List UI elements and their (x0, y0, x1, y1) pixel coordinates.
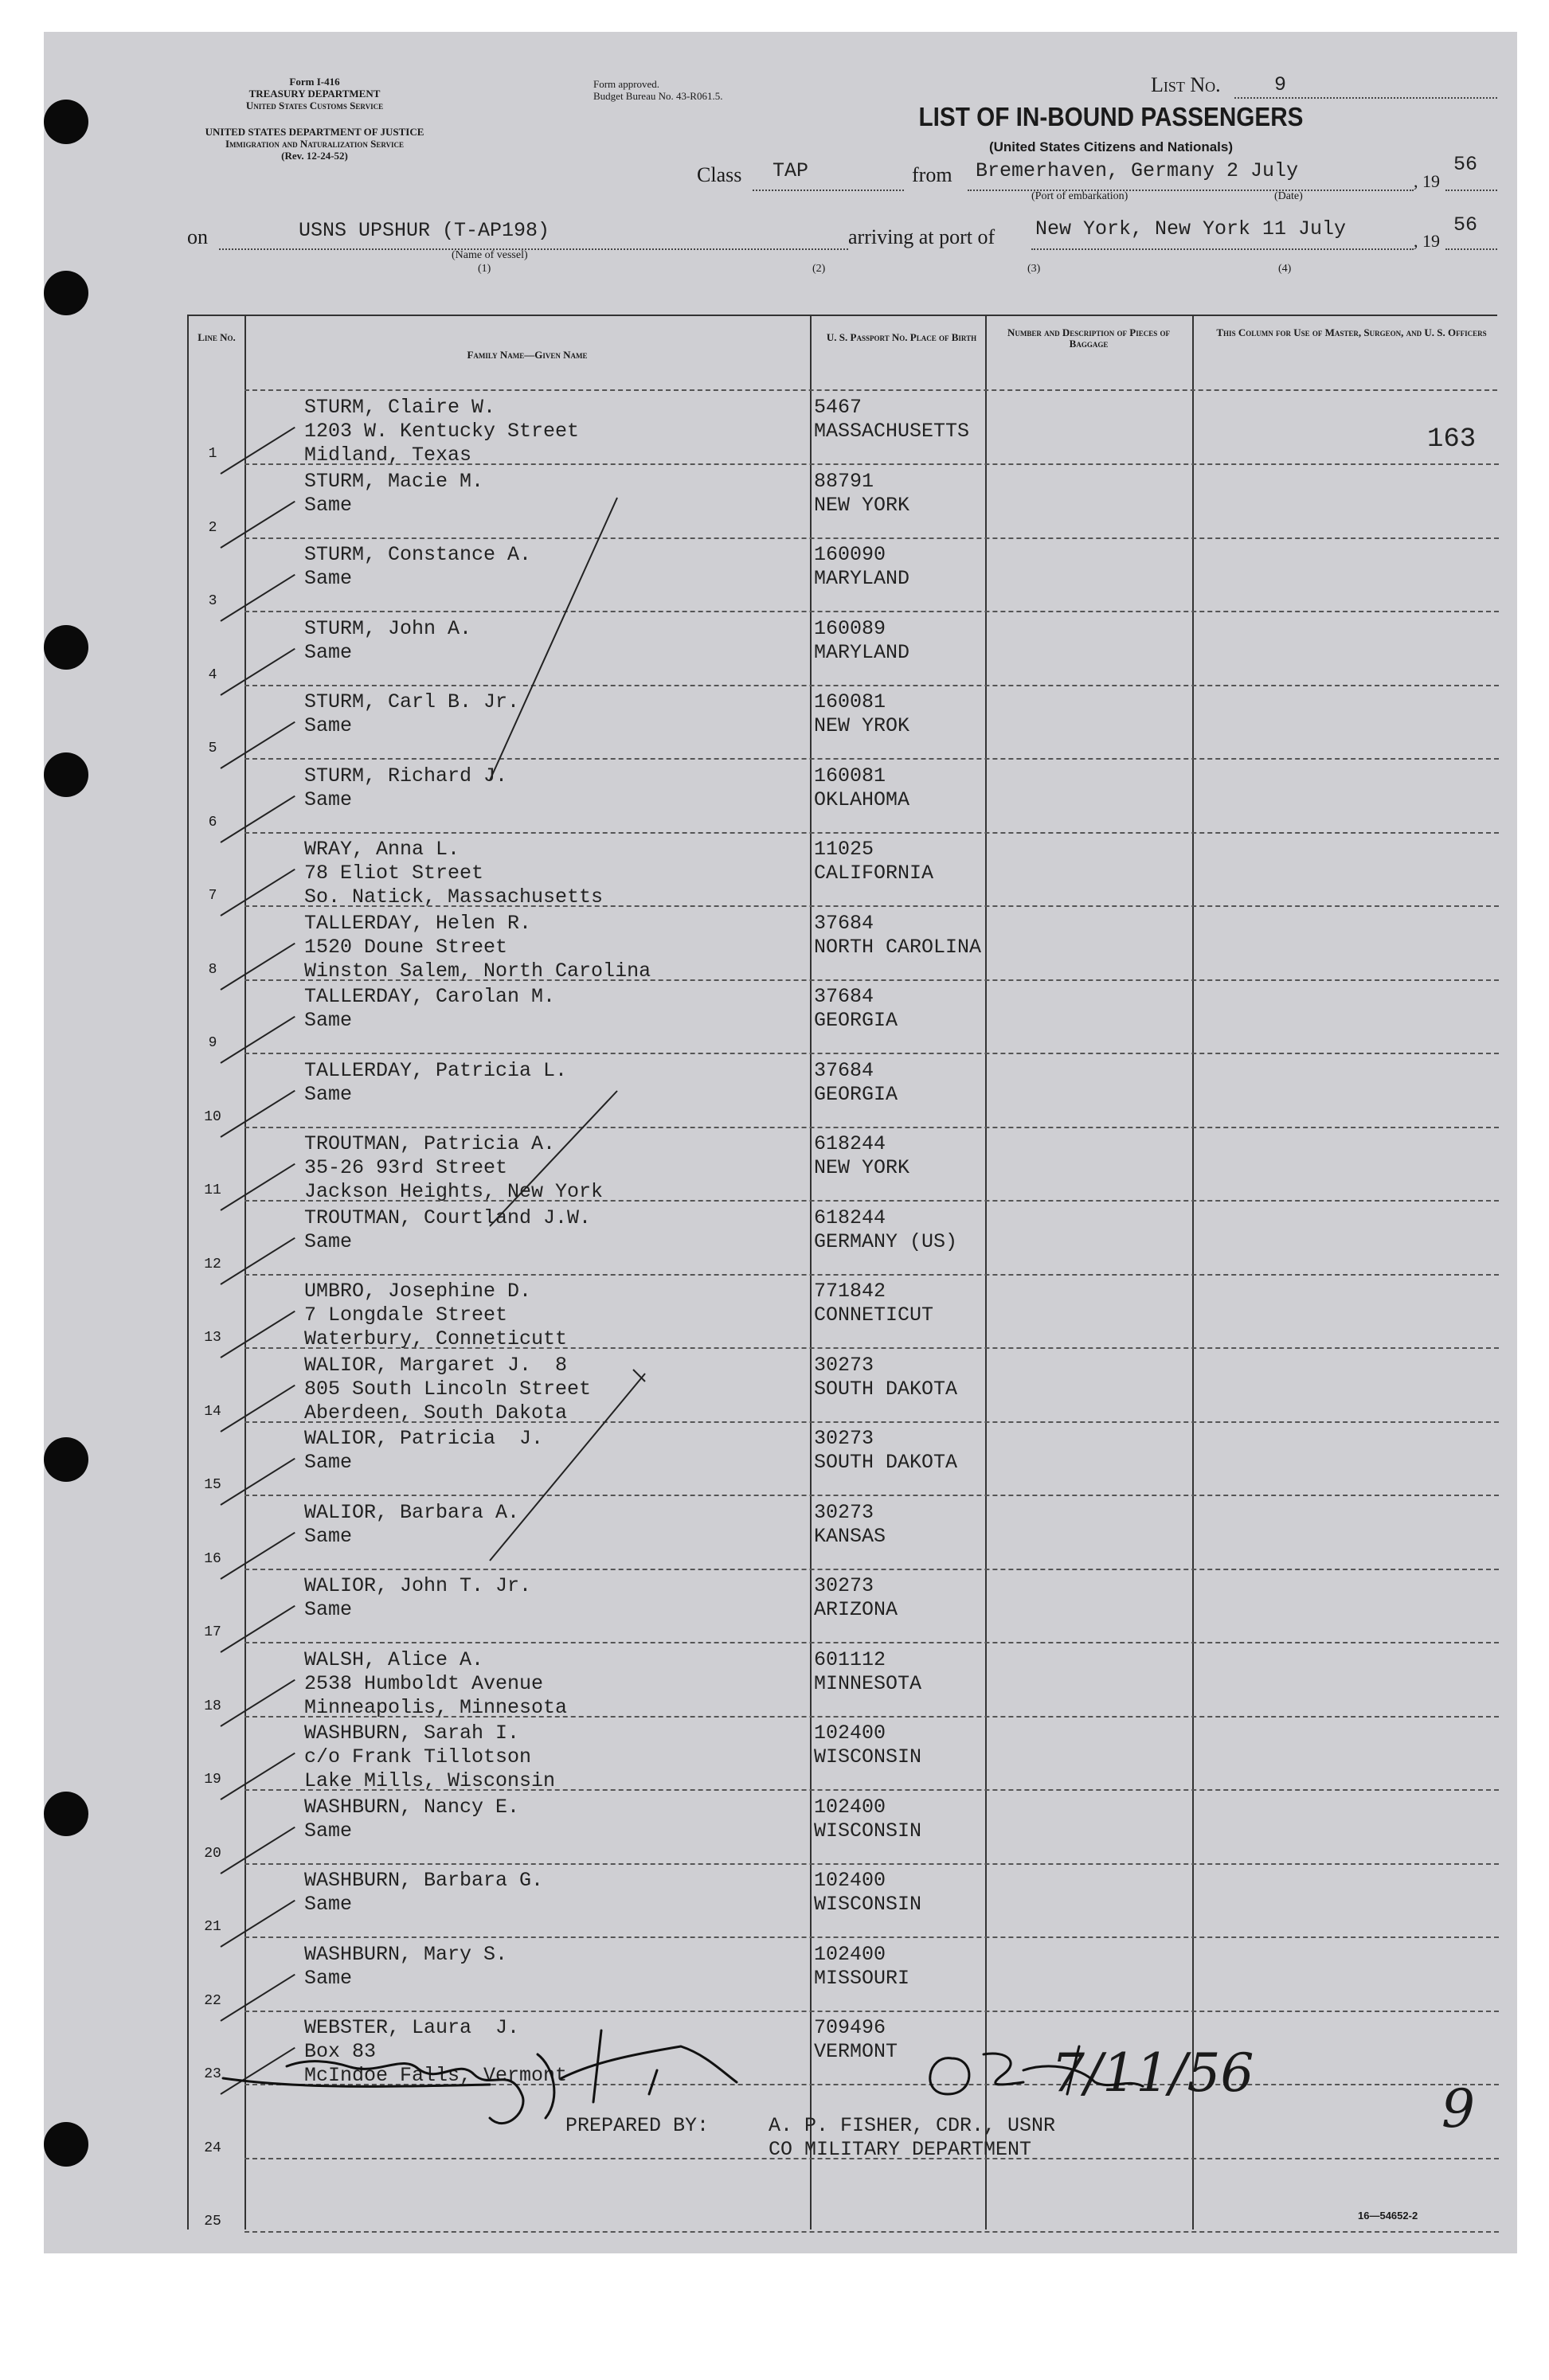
line-number: 2 (208, 519, 217, 536)
line-number: 6 (208, 814, 217, 830)
passport-birthplace: 160081 OKLAHOMA (814, 764, 910, 811)
col-header-line: Line No. (198, 331, 236, 343)
binder-hole (44, 2122, 88, 2167)
passenger-name-address: WASHBURN, Sarah I. c/o Frank Tillotson Lake Mills, Wisconsin (304, 1721, 556, 1792)
list-no-value: 9 (1274, 73, 1287, 96)
table-row (189, 465, 1499, 539)
form-subtitle: (United States Citizens and Nationals) (988, 139, 1234, 154)
line-number: 17 (204, 1624, 221, 1640)
approval-block (593, 78, 792, 102)
table-row (189, 980, 1499, 1054)
line-number: 14 (204, 1403, 221, 1420)
line-number: 15 (204, 1477, 221, 1493)
justice-department: UNITED STATES DEPARTMENT OF JUSTICE (205, 126, 424, 138)
year-line-1 (1445, 190, 1497, 191)
passport-birthplace: 88791 NEW YORK (814, 469, 910, 517)
table-row (189, 686, 1499, 760)
handwritten-date: 7/11/56 (1051, 2042, 1254, 2104)
passenger-name-address: STURM, Constance A. Same (304, 543, 532, 590)
passport-birthplace: 618244 NEW YORK (814, 1132, 910, 1179)
binder-hole (44, 1437, 88, 1482)
column-num-2: (2) (812, 263, 826, 275)
justice-block (155, 126, 474, 162)
arrival-line (1031, 248, 1414, 250)
from-label: from (912, 163, 952, 186)
line-number: 4 (208, 666, 217, 683)
binder-hole (44, 625, 88, 670)
passport-birthplace: 37684 NORTH CAROLINA (814, 911, 982, 959)
customs-service: United States Customs Service (245, 100, 384, 111)
passenger-name-address: STURM, Richard J. Same (304, 764, 508, 811)
passenger-name-address: TROUTMAN, Patricia A. 35-26 93rd Street Jackson Heights, New York (304, 1132, 604, 1203)
table-row (189, 907, 1499, 981)
passport-birthplace: 37684 GEORGIA (814, 985, 898, 1032)
passport-birthplace: 30273 ARIZONA (814, 1574, 898, 1621)
class-label: Class (697, 163, 742, 186)
table-row (189, 1127, 1499, 1202)
form-agency-block (155, 76, 474, 111)
line-number: 20 (204, 1845, 221, 1862)
list-no-label: List No. (1151, 73, 1221, 96)
passport-birthplace: 102400 WISCONSIN (814, 1721, 922, 1768)
passport-birthplace: 160090 MARYLAND (814, 543, 910, 590)
col-header-officers: This Column for Use of Master, Surgeon, and U. S. Officers (1216, 326, 1487, 338)
line-number: 10 (204, 1108, 221, 1125)
annotation-163: 163 (1427, 424, 1477, 455)
passenger-name-address: TALLERDAY, Helen R. 1520 Doune Street Winston Salem, North Carolina (304, 911, 651, 983)
line-number: 21 (204, 1919, 221, 1935)
year-value-2: 56 (1453, 213, 1478, 236)
passenger-name-address: STURM, John A. Same (304, 616, 472, 664)
binder-hole (44, 752, 88, 797)
table-row (189, 612, 1499, 686)
passport-birthplace: 102400 WISCONSIN (814, 1795, 922, 1843)
date-caption: (Date) (1274, 190, 1303, 202)
document-sheet (44, 32, 1517, 2253)
line-number: 23 (204, 2066, 221, 2082)
line-number: 13 (204, 1330, 221, 1346)
passenger-name-address: TROUTMAN, Courtland J.W. Same (304, 1206, 592, 1253)
passenger-table (187, 315, 1497, 2230)
line-number: 25 (204, 2214, 221, 2230)
line-number: 5 (208, 741, 217, 756)
col-header-name: Family Name—Given Name (467, 349, 588, 361)
passport-birthplace: 37684 GEORGIA (814, 1058, 898, 1106)
passenger-name-address: WALSH, Alice A. 2538 Humboldt Avenue Minneapolis, Minnesota (304, 1647, 568, 1719)
passenger-name-address: WALIOR, Margaret J. 8 805 South Lincoln Street Aberdeen, South Dakota (304, 1353, 592, 1424)
form-number: Form I-416 (289, 76, 340, 88)
table-row (189, 833, 1499, 907)
passport-birthplace: 618244 GERMANY (US) (814, 1206, 958, 1253)
year-prefix-1: , 19 (1414, 171, 1440, 191)
table-row (189, 1643, 1499, 1718)
form-approved: Form approved. (593, 78, 660, 90)
table-row (189, 1717, 1499, 1791)
row-divider (244, 2231, 1499, 2233)
table-row (189, 1496, 1499, 1570)
vessel-caption: (Name of vessel) (452, 249, 528, 261)
binder-hole (44, 100, 88, 144)
passenger-name-address: WASHBURN, Nancy E. Same (304, 1795, 520, 1843)
from-value: Bremerhaven, Germany 2 July (976, 159, 1299, 182)
passport-birthplace: 5467 MASSACHUSETTS (814, 396, 970, 443)
line-number: 7 (208, 888, 217, 904)
on-label: on (187, 225, 208, 248)
margin-mark: 9 (1441, 2078, 1475, 2140)
table-row (189, 760, 1499, 834)
passport-birthplace: 601112 MINNESOTA (814, 1647, 922, 1695)
line-number: 22 (204, 1992, 221, 2009)
year-prefix-2: , 19 (1414, 231, 1440, 251)
column-num-4: (4) (1278, 263, 1292, 275)
table-row (189, 1275, 1499, 1349)
line-number: 18 (204, 1698, 221, 1714)
passport-birthplace: 30273 SOUTH DAKOTA (814, 1353, 958, 1401)
class-value: TAP (773, 159, 809, 182)
col-header-baggage: Number and Description of Pieces of Baggage (1007, 326, 1170, 350)
passenger-name-address: WRAY, Anna L. 78 Eliot Street So. Natick, Massachusetts (304, 838, 604, 909)
line-number: 19 (204, 1772, 221, 1788)
passport-birthplace: 11025 CALIFORNIA (814, 838, 934, 885)
line-number: 11 (204, 1182, 221, 1198)
table-row (189, 538, 1499, 612)
passenger-name-address: WALIOR, John T. Jr. Same (304, 1574, 532, 1621)
column-num-3: (3) (1027, 263, 1041, 275)
passenger-name-address: WASHBURN, Mary S. Same (304, 1942, 508, 1990)
preparer-name: A. P. FISHER, CDR., USNR (769, 2114, 1056, 2137)
table-row (189, 1864, 1499, 1938)
table-row (189, 1054, 1499, 1128)
revision-date: (Rev. 12-24-52) (281, 150, 348, 162)
passport-birthplace: 30273 KANSAS (814, 1500, 886, 1548)
port-caption: (Port of embarkation) (1031, 190, 1129, 202)
binder-hole (44, 1792, 88, 1836)
prepared-by-label: PREPARED BY: (565, 2114, 710, 2137)
passport-birthplace: 709496 VERMONT (814, 2016, 898, 2063)
passenger-name-address: STURM, Macie M. Same (304, 469, 484, 517)
arriving-label: arriving at port of (848, 225, 996, 248)
table-row (189, 1202, 1499, 1276)
budget-bureau: Budget Bureau No. 43-R061.5. (593, 90, 723, 102)
treasury-department: TREASURY DEPARTMENT (248, 88, 381, 100)
passenger-name-address: TALLERDAY, Carolan M. Same (304, 985, 556, 1032)
table-row (189, 1791, 1499, 1865)
passport-birthplace: 102400 WISCONSIN (814, 1869, 922, 1916)
form-title: LIST OF IN-BOUND PASSENGERS (918, 102, 1304, 131)
table-row (189, 391, 1499, 465)
form-code: 16—54652-2 (1358, 2210, 1418, 2222)
binder-hole (44, 271, 88, 315)
line-number: 3 (208, 593, 217, 609)
line-number: 1 (208, 446, 217, 462)
line-number: 24 (204, 2140, 221, 2156)
line-number: 8 (208, 961, 217, 978)
list-no-line (1234, 97, 1497, 99)
passport-birthplace: 30273 SOUTH DAKOTA (814, 1427, 958, 1474)
passport-birthplace: 160081 NEW YROK (814, 690, 910, 737)
table-row (189, 1938, 1499, 2012)
year-value-1: 56 (1453, 153, 1478, 176)
passenger-name-address: WALIOR, Barbara A. Same (304, 1500, 520, 1548)
passport-birthplace: 102400 MISSOURI (814, 1942, 910, 1990)
passenger-name-address: TALLERDAY, Patricia L. Same (304, 1058, 568, 1106)
passenger-name-address: WASHBURN, Barbara G. Same (304, 1869, 544, 1916)
preparer-department: CO MILITARY DEPARTMENT (769, 2138, 1032, 2161)
arrival-value: New York, New York 11 July (1035, 217, 1347, 240)
passport-birthplace: 160089 MARYLAND (814, 616, 910, 664)
table-row (189, 2159, 1499, 2233)
passenger-name-address: UMBRO, Josephine D. 7 Longdale Street Waterbury, Conneticutt (304, 1280, 568, 1350)
immigration-service: Immigration and Naturalization Service (225, 138, 405, 150)
class-line (753, 190, 904, 191)
year-line-2 (1445, 248, 1497, 250)
passenger-name-address: STURM, Carl B. Jr. Same (304, 690, 520, 737)
passenger-name-address: STURM, Claire W. 1203 W. Kentucky Street Midland, Texas (304, 396, 580, 467)
passenger-name-address: WALIOR, Patricia J. Same (304, 1427, 544, 1474)
line-number: 16 (204, 1550, 221, 1567)
line-number: 12 (204, 1256, 221, 1272)
table-row (189, 1422, 1499, 1496)
line-number: 9 (208, 1035, 217, 1051)
passenger-name-address: WEBSTER, Laura J. Box 83 McIndoe Falls, Vermont (304, 2016, 568, 2087)
table-row (189, 2011, 1499, 2085)
vessel-column-num: (1) (478, 263, 491, 275)
passport-birthplace: 771842 CONNETICUT (814, 1280, 934, 1327)
table-row (189, 1349, 1499, 1423)
vessel-value: USNS UPSHUR (T-AP198) (299, 219, 550, 242)
vessel-line (219, 248, 848, 250)
table-row (189, 1569, 1499, 1643)
col-header-passport: U. S. Passport No. Place of Birth (826, 331, 977, 343)
